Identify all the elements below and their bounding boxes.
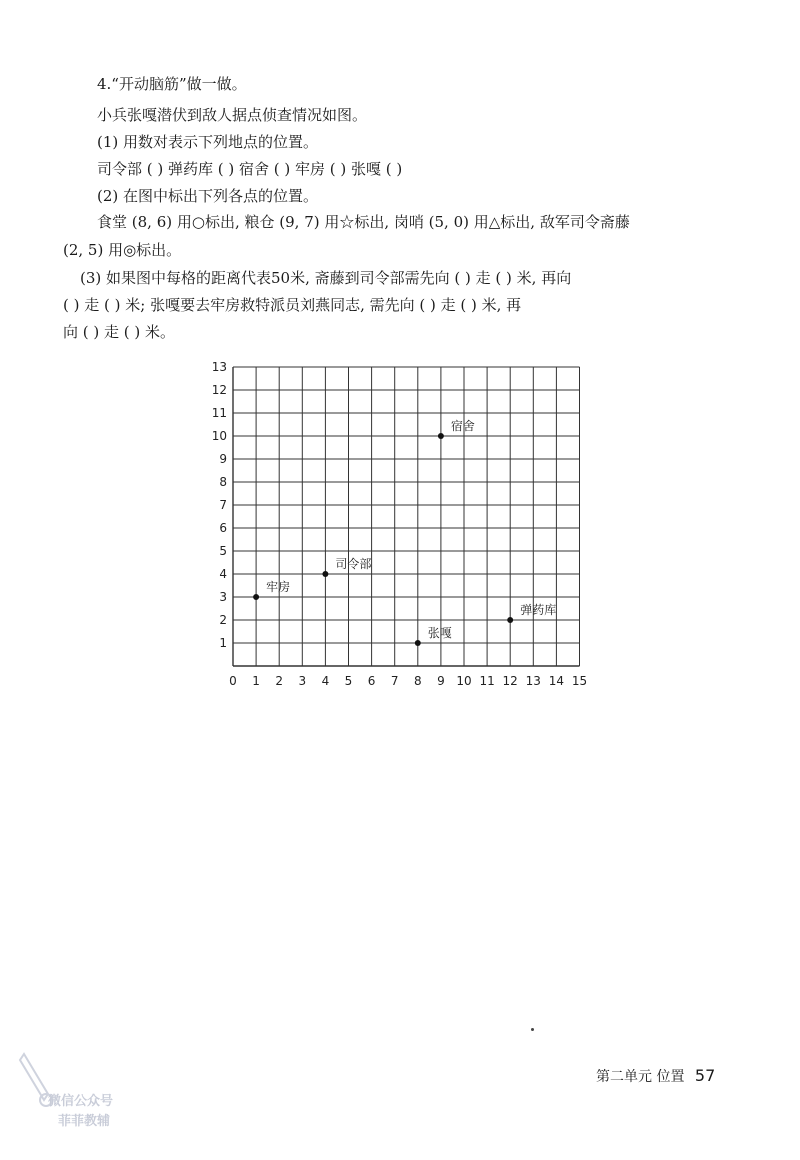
part3-line3: 向 ( ) 走 ( ) 米。 <box>63 323 176 341</box>
watermark <box>18 1050 148 1129</box>
stray-dot <box>531 1028 534 1031</box>
part1-blanks: 司令部 ( ) 弹药库 ( ) 宿舍 ( ) 牢房 ( ) 张嘎 ( ) <box>97 160 403 178</box>
point-label: 司令部 <box>335 557 372 571</box>
x-tick-label: 9 <box>437 674 445 688</box>
x-tick-label: 3 <box>298 674 307 688</box>
y-tick-label: 9 <box>219 452 227 466</box>
x-tick-label: 1 <box>252 674 260 688</box>
part2-line1: 食堂 (8, 6) 用○标出, 粮仓 (9, 7) 用☆标出, 岗哨 (5, 0) 用△标出, 敌军司令斋藤 <box>97 213 630 231</box>
data-point <box>438 433 444 439</box>
y-tick-label: 8 <box>219 475 227 489</box>
data-point <box>415 640 421 646</box>
footer-section: 第二单元 位置 <box>596 1069 685 1085</box>
x-tick-label: 0 <box>229 674 237 688</box>
y-tick-label: 1 <box>219 636 227 650</box>
point-label: 弹药库 <box>520 603 557 617</box>
part3-line1: (3) 如果图中每格的距离代表50米, 斋藤到司令部需先向 ( ) 走 ( ) 米, 再向 <box>80 269 572 287</box>
x-tick-label: 4 <box>321 674 330 688</box>
part1-prompt: (1) 用数对表示下列地点的位置。 <box>97 133 319 151</box>
point-label: 张嘎 <box>427 626 452 640</box>
page-footer <box>596 1066 715 1086</box>
x-tick-label: 11 <box>479 674 495 688</box>
data-point <box>253 594 259 600</box>
y-tick-label: 13 <box>211 360 227 374</box>
y-tick-label: 2 <box>219 613 227 627</box>
data-point <box>507 617 513 623</box>
x-tick-label: 15 <box>571 674 588 688</box>
watermark-line1: 微信公众号 <box>48 1094 114 1109</box>
y-tick-label: 12 <box>211 383 227 397</box>
y-tick-label: 3 <box>219 590 227 604</box>
y-tick-label: 4 <box>219 567 227 581</box>
y-tick-label: 10 <box>211 429 227 443</box>
y-tick-label: 7 <box>219 498 227 512</box>
x-tick-label: 6 <box>367 674 376 688</box>
question-title: 4.“开动脑筋”做一做。 <box>97 75 247 93</box>
x-tick-label: 8 <box>413 674 422 688</box>
y-tick-label: 11 <box>211 406 227 420</box>
page-number: 57 <box>694 1066 716 1085</box>
x-tick-label: 12 <box>502 674 518 688</box>
y-tick-label: 5 <box>219 544 227 558</box>
x-tick-label: 5 <box>344 674 353 688</box>
part3-line2: ( ) 走 ( ) 米; 张嘎要去牢房救特派员刘燕同志, 需先向 ( ) 走 ( ) 米, 再 <box>63 296 522 314</box>
part2-prompt: (2) 在图中标出下列各点的位置。 <box>97 187 319 205</box>
point-label: 宿舍 <box>450 419 475 433</box>
data-point <box>322 571 328 577</box>
y-tick-label: 6 <box>219 521 227 535</box>
question-intro: 小兵张嘎潜伏到敌人据点侦查情况如图。 <box>97 106 368 124</box>
x-tick-label: 13 <box>525 674 541 688</box>
x-tick-label: 7 <box>390 674 399 688</box>
part2-line2: (2, 5) 用◎标出。 <box>63 241 182 259</box>
x-tick-label: 14 <box>548 674 565 688</box>
point-label: 牢房 <box>266 580 291 594</box>
watermark-line2: 菲菲教辅 <box>58 1114 111 1129</box>
x-tick-label: 10 <box>456 674 472 688</box>
x-tick-label: 2 <box>275 674 284 688</box>
coordinate-grid <box>195 345 595 695</box>
